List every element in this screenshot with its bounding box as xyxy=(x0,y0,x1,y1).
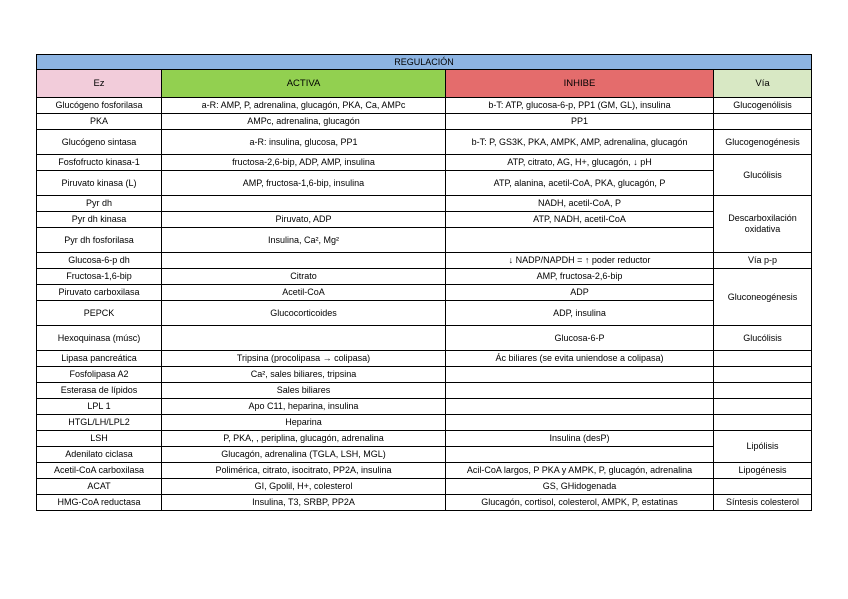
table-row xyxy=(37,155,812,171)
cell-inhibe xyxy=(446,383,714,399)
cell-ez: Fosfolipasa A2 xyxy=(37,367,162,383)
table-row xyxy=(37,326,812,351)
cell-inhibe: Ác biliares (se evita uniendose a colipasa) xyxy=(446,351,714,367)
table-title: REGULACIÓN xyxy=(37,55,812,70)
cell-inhibe: PP1 xyxy=(446,114,714,130)
cell-activa: Heparina xyxy=(162,415,446,431)
table-row xyxy=(37,415,812,431)
cell-activa xyxy=(162,326,446,351)
cell-inhibe: AMP, fructosa-2,6-bip xyxy=(446,269,714,285)
cell-inhibe: ATP, citrato, AG, H+, glucagón, ↓ pH xyxy=(446,155,714,171)
cell-via xyxy=(714,383,812,399)
cell-ez: ACAT xyxy=(37,479,162,495)
cell-via xyxy=(714,114,812,130)
table-row xyxy=(37,285,812,301)
header-inhibe: INHIBE xyxy=(446,70,714,98)
cell-activa xyxy=(162,196,446,212)
cell-activa: Tripsina (procolipasa → colipasa) xyxy=(162,351,446,367)
cell-activa: Polimérica, citrato, isocitrato, PP2A, insulina xyxy=(162,463,446,479)
cell-inhibe: ADP, insulina xyxy=(446,301,714,326)
cell-via: Vía p-p xyxy=(714,253,812,269)
cell-via: Gluconeogénesis xyxy=(714,269,812,326)
cell-ez: Hexoquinasa (músc) xyxy=(37,326,162,351)
table-row xyxy=(37,301,812,326)
table-row xyxy=(37,253,812,269)
cell-activa: a-R: AMP, P, adrenalina, glucagón, PKA, Ca, AMPc xyxy=(162,98,446,114)
cell-activa: P, PKA, , periplina, glucagón, adrenalina xyxy=(162,431,446,447)
cell-activa: Acetil-CoA xyxy=(162,285,446,301)
cell-activa: AMP, fructosa-1,6-bip, insulina xyxy=(162,171,446,196)
cell-ez: Piruvato kinasa (L) xyxy=(37,171,162,196)
cell-via: Descarboxilación oxidativa xyxy=(714,196,812,253)
cell-inhibe xyxy=(446,399,714,415)
cell-ez: Lipasa pancreática xyxy=(37,351,162,367)
cell-activa: Apo C11, heparina, insulina xyxy=(162,399,446,415)
cell-inhibe: Acil-CoA largos, P PKA y AMPK, P, glucagón, adrenalina xyxy=(446,463,714,479)
table-row xyxy=(37,447,812,463)
cell-inhibe xyxy=(446,447,714,463)
cell-ez: PKA xyxy=(37,114,162,130)
cell-ez: Adenilato ciclasa xyxy=(37,447,162,463)
cell-inhibe: Insulina (desP) xyxy=(446,431,714,447)
cell-ez: HMG-CoA reductasa xyxy=(37,495,162,511)
cell-ez: Glucógeno fosforilasa xyxy=(37,98,162,114)
table-row xyxy=(37,479,812,495)
cell-inhibe: Glucagón, cortisol, colesterol, AMPK, P, estatinas xyxy=(446,495,714,511)
cell-ez: Esterasa de lípidos xyxy=(37,383,162,399)
cell-activa: a-R: insulina, glucosa, PP1 xyxy=(162,130,446,155)
cell-ez: Pyr dh fosforilasa xyxy=(37,228,162,253)
cell-via xyxy=(714,351,812,367)
table-row xyxy=(37,463,812,479)
cell-activa xyxy=(162,253,446,269)
table-row xyxy=(37,212,812,228)
table-row xyxy=(37,351,812,367)
table-row xyxy=(37,228,812,253)
cell-activa: Insulina, T3, SRBP, PP2A xyxy=(162,495,446,511)
cell-inhibe xyxy=(446,415,714,431)
table-row xyxy=(37,130,812,155)
table-row xyxy=(37,367,812,383)
table-row xyxy=(37,431,812,447)
cell-via: Síntesis colesterol xyxy=(714,495,812,511)
cell-inhibe xyxy=(446,228,714,253)
cell-via xyxy=(714,479,812,495)
header-activa: ACTIVA xyxy=(162,70,446,98)
cell-ez: Fosfofructo kinasa-1 xyxy=(37,155,162,171)
regulation-table xyxy=(36,54,812,511)
cell-inhibe: ATP, NADH, acetil-CoA xyxy=(446,212,714,228)
cell-via xyxy=(714,367,812,383)
cell-inhibe: b-T: ATP, glucosa-6-p, PP1 (GM, GL), insulina xyxy=(446,98,714,114)
cell-ez: PEPCK xyxy=(37,301,162,326)
cell-activa: fructosa-2,6-bip, ADP, AMP, insulina xyxy=(162,155,446,171)
cell-ez: HTGL/LH/LPL2 xyxy=(37,415,162,431)
cell-inhibe: NADH, acetil-CoA, P xyxy=(446,196,714,212)
table-row xyxy=(37,114,812,130)
header-ez: Ez xyxy=(37,70,162,98)
table-row xyxy=(37,98,812,114)
table-row xyxy=(37,269,812,285)
cell-inhibe: GS, GHidogenada xyxy=(446,479,714,495)
cell-inhibe: ADP xyxy=(446,285,714,301)
cell-ez: Glucógeno sintasa xyxy=(37,130,162,155)
table-row xyxy=(37,171,812,196)
cell-activa: Ca², sales biliares, tripsina xyxy=(162,367,446,383)
cell-inhibe xyxy=(446,367,714,383)
cell-via: Glucólisis xyxy=(714,155,812,196)
header-row xyxy=(37,70,812,98)
cell-ez: Pyr dh kinasa xyxy=(37,212,162,228)
cell-inhibe: ATP, alanina, acetil-CoA, PKA, glucagón, P xyxy=(446,171,714,196)
cell-activa: Glucocorticoides xyxy=(162,301,446,326)
cell-ez: LSH xyxy=(37,431,162,447)
cell-via xyxy=(714,415,812,431)
header-via: Vía xyxy=(714,70,812,98)
cell-activa: AMPc, adrenalina, glucagón xyxy=(162,114,446,130)
cell-inhibe: ↓ NADP/NAPDH = ↑ poder reductor xyxy=(446,253,714,269)
table-row xyxy=(37,383,812,399)
cell-via xyxy=(714,399,812,415)
cell-via: Lipólisis xyxy=(714,431,812,463)
cell-ez: Pyr dh xyxy=(37,196,162,212)
title-row xyxy=(37,55,812,70)
cell-via: Glucogenogénesis xyxy=(714,130,812,155)
cell-ez: LPL 1 xyxy=(37,399,162,415)
cell-ez: Glucosa-6-p dh xyxy=(37,253,162,269)
cell-activa: Glucagón, adrenalina (TGLA, LSH, MGL) xyxy=(162,447,446,463)
cell-activa: Citrato xyxy=(162,269,446,285)
table-row xyxy=(37,495,812,511)
cell-via: Lipogénesis xyxy=(714,463,812,479)
cell-activa: Sales biliares xyxy=(162,383,446,399)
cell-ez: Acetil-CoA carboxilasa xyxy=(37,463,162,479)
table-row xyxy=(37,196,812,212)
cell-via: Glucólisis xyxy=(714,326,812,351)
cell-via: Glucogenólisis xyxy=(714,98,812,114)
cell-activa: Piruvato, ADP xyxy=(162,212,446,228)
cell-ez: Piruvato carboxilasa xyxy=(37,285,162,301)
cell-activa: Insulina, Ca², Mg² xyxy=(162,228,446,253)
cell-ez: Fructosa-1,6-bip xyxy=(37,269,162,285)
table-row xyxy=(37,399,812,415)
cell-inhibe: b-T: P, GS3K, PKA, AMPK, AMP, adrenalina, glucagón xyxy=(446,130,714,155)
cell-activa: GI, Gpolil, H+, colesterol xyxy=(162,479,446,495)
cell-inhibe: Glucosa-6-P xyxy=(446,326,714,351)
